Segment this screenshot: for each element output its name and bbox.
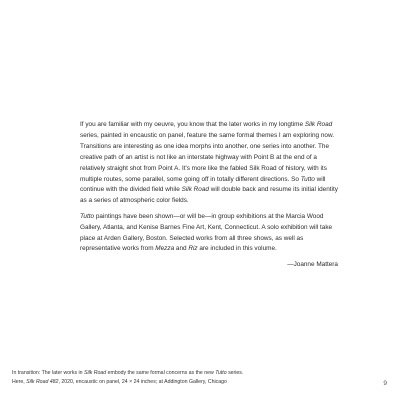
italic-title: Silk Road (304, 121, 333, 128)
italic-title: Tutto (215, 370, 227, 376)
italic-title: Riz (188, 245, 198, 253)
essay-paragraph-1: If you are familiar with my oeuvre, you know that the later works in my longtime Silk Road series, painted in encaustic on panel, feature the same formal themes I am exploring now. Transitions are interesting as one idea morphs into another, one series into another. The creative path of an artist is not like an interstate highway with Point B at the end of a relatively straight shot from Point A. It's more like the fabled Silk Road of history, with its multiple routes, some parallel, some going off in totally different directions. So Tutto will continue with the divided field while Silk Road will double back and resume its initial identity as a series of atmospheric color fields. (80, 121, 338, 205)
figure-caption: In transition: The later works in Silk Road embody the same formal concerns as the new Tutto series. Here, Silk Road 482, 2020, encaustic on panel, 24 × 24 inches; at Addington Gallery, Chicago (12, 370, 244, 385)
italic-title: Silk Road (83, 370, 107, 376)
author-signature: —Joanne Mattera (287, 260, 338, 268)
essay-body (80, 120, 338, 275)
italic-title: Silk Road (181, 186, 209, 194)
italic-title: Tutto (300, 175, 315, 183)
italic-title: Mezza (155, 245, 175, 253)
essay-paragraph-2: Tutto paintings have been shown—or will be—in group exhibitions at the Marcia Wood Gallery, Atlanta, and Kenise Barnes Fine Art, Kent, Connecticut. A solo exhibition will take place at Arden Gallery, Boston. Selected works from all three shows, as well as representative works from Mezza and Riz are included in this volume. (80, 212, 333, 253)
italic-title: Tutto (80, 212, 95, 220)
page-number: 9 (383, 380, 387, 387)
italic-title: Silk Road 482 (26, 378, 59, 385)
